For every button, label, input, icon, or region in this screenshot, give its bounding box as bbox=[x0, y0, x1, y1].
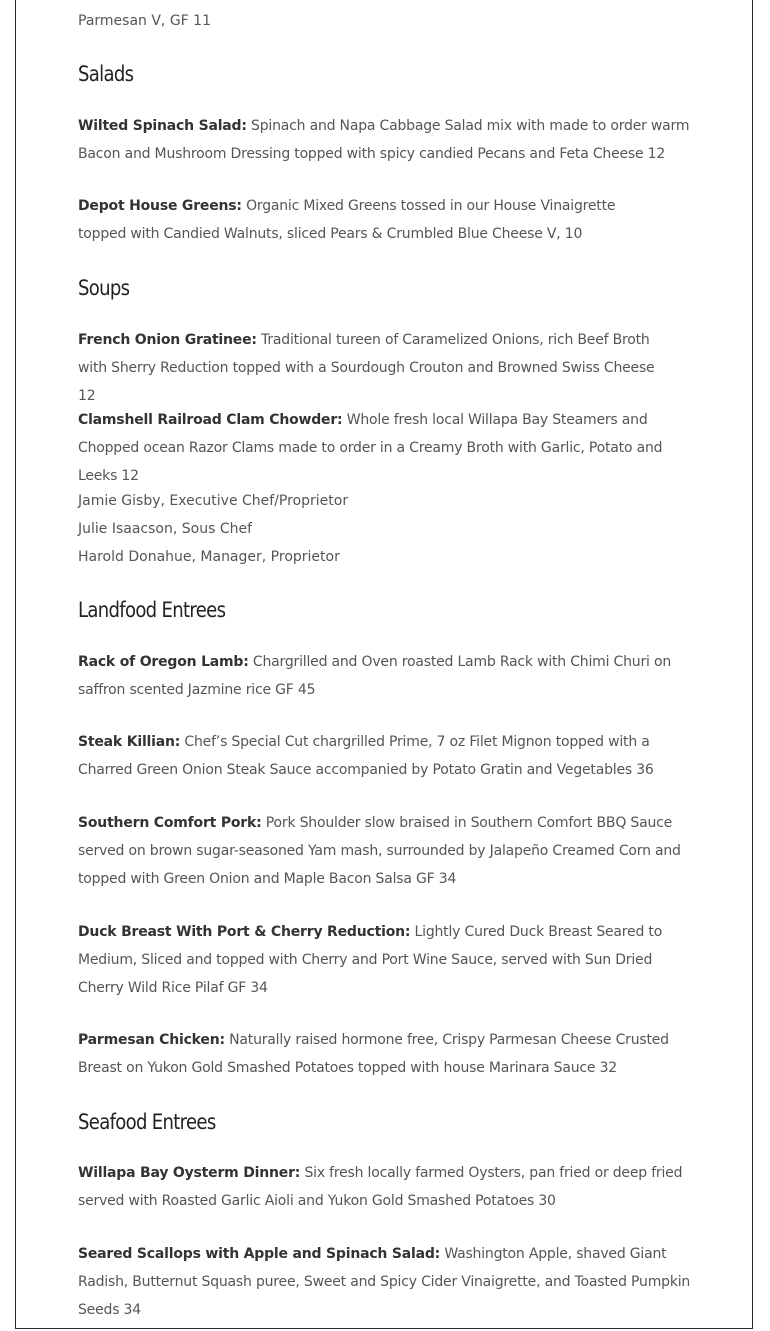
menu-item-name: Rack of Oregon Lamb: bbox=[78, 654, 249, 670]
menu-item-name: Wilted Spinach Salad: bbox=[78, 118, 247, 134]
menu-item-name: Duck Breast With Port & Cherry Reduction: bbox=[78, 924, 411, 940]
menu-item bbox=[78, 326, 668, 410]
top-partial-text: Parmesan V, GF 11 bbox=[78, 13, 211, 29]
menu-item bbox=[78, 728, 698, 784]
menu-item-description: Pork Shoulder slow braised in Southern Comfort BBQ Sauce served on brown sugar-seasoned Yam mash, surrounded by Jalapeño Creamed Corn and topped with Green Onion and Maple Bacon Salsa GF 34 bbox=[78, 815, 681, 887]
menu-item-name: Parmesan Chicken: bbox=[78, 1032, 225, 1048]
menu-item-description: Naturally raised hormone free, Crispy Parmesan Cheese Crusted Breast on Yukon Gold Smashed Potatoes topped with house Marinara Sauce 32 bbox=[78, 1032, 669, 1076]
section-heading-seafood: Seafood Entrees bbox=[78, 1110, 216, 1134]
menu-item bbox=[78, 648, 698, 704]
menu-item-description: Chef’s Special Cut chargrilled Prime, 7 oz Filet Mignon topped with a Charred Green Onion Steak Sauce accompanied by Potato Gratin and Vegetables 36 bbox=[78, 734, 654, 778]
menu-item bbox=[78, 809, 698, 893]
menu-item bbox=[78, 192, 638, 248]
menu-item-description: Lightly Cured Duck Breast Seared to Medium, Sliced and topped with Cherry and Port Wine Sauce, served with Sun Dried Cherry Wild Rice Pilaf GF 34 bbox=[78, 924, 663, 996]
section-heading-landfood: Landfood Entrees bbox=[78, 598, 226, 622]
staff-sous-chef: Julie Isaacson, Sous Chef bbox=[78, 521, 253, 537]
menu-item-name: Willapa Bay Oysterm Dinner: bbox=[78, 1165, 301, 1181]
menu-item-name: Steak Killian: bbox=[78, 734, 181, 750]
menu-item-description: Chargrilled and Oven roasted Lamb Rack with Chimi Churi on saffron scented Jazmine rice GF 45 bbox=[78, 654, 671, 698]
menu-item-name: Depot House Greens: bbox=[78, 198, 242, 214]
menu-item-description: Traditional tureen of Caramelized Onions, rich Beef Broth with Sherry Reduction topped with a Sourdough Crouton and Browned Swiss Cheese 12 bbox=[78, 332, 655, 404]
menu-item bbox=[78, 112, 698, 168]
menu-item-name: Clamshell Railroad Clam Chowder: bbox=[78, 412, 343, 428]
menu-item-description: Spinach and Napa Cabbage Salad mix with made to order warm Bacon and Mushroom Dressing topped with spicy candied Pecans and Feta Cheese 12 bbox=[78, 118, 690, 162]
menu-item bbox=[78, 406, 678, 490]
section-heading-soups: Soups bbox=[78, 276, 130, 300]
staff-manager: Harold Donahue, Manager, Proprietor bbox=[78, 549, 340, 565]
menu-item bbox=[78, 1026, 698, 1082]
staff-executive-chef: Jamie Gisby, Executive Chef/Proprietor bbox=[78, 493, 349, 509]
menu-item bbox=[78, 1240, 698, 1324]
menu-item-description: Six fresh locally farmed Oysters, pan fried or deep fried served with Roasted Garlic Aioli and Yukon Gold Smashed Potatoes 30 bbox=[78, 1165, 683, 1209]
menu-item-description: Organic Mixed Greens tossed in our House Vinaigrette topped with Candied Walnuts, sliced Pears & Crumbled Blue Cheese V, 10 bbox=[78, 198, 616, 242]
menu-item-name: Seared Scallops with Apple and Spinach Salad: bbox=[78, 1246, 441, 1262]
menu-item-name: Southern Comfort Pork: bbox=[78, 815, 262, 831]
menu-item-description: Whole fresh local Willapa Bay Steamers and Chopped ocean Razor Clams made to order in a Creamy Broth with Garlic, Potato and Leeks 12 bbox=[78, 412, 663, 484]
menu-item bbox=[78, 1159, 698, 1215]
menu-item-name: French Onion Gratinee: bbox=[78, 332, 257, 348]
menu-item bbox=[78, 918, 698, 1002]
menu-item-description: Washington Apple, shaved Giant Radish, Butternut Squash puree, Sweet and Spicy Cider Vinaigrette, and Toasted Pumpkin Seeds 34 bbox=[78, 1246, 691, 1318]
section-heading-salads: Salads bbox=[78, 62, 134, 86]
